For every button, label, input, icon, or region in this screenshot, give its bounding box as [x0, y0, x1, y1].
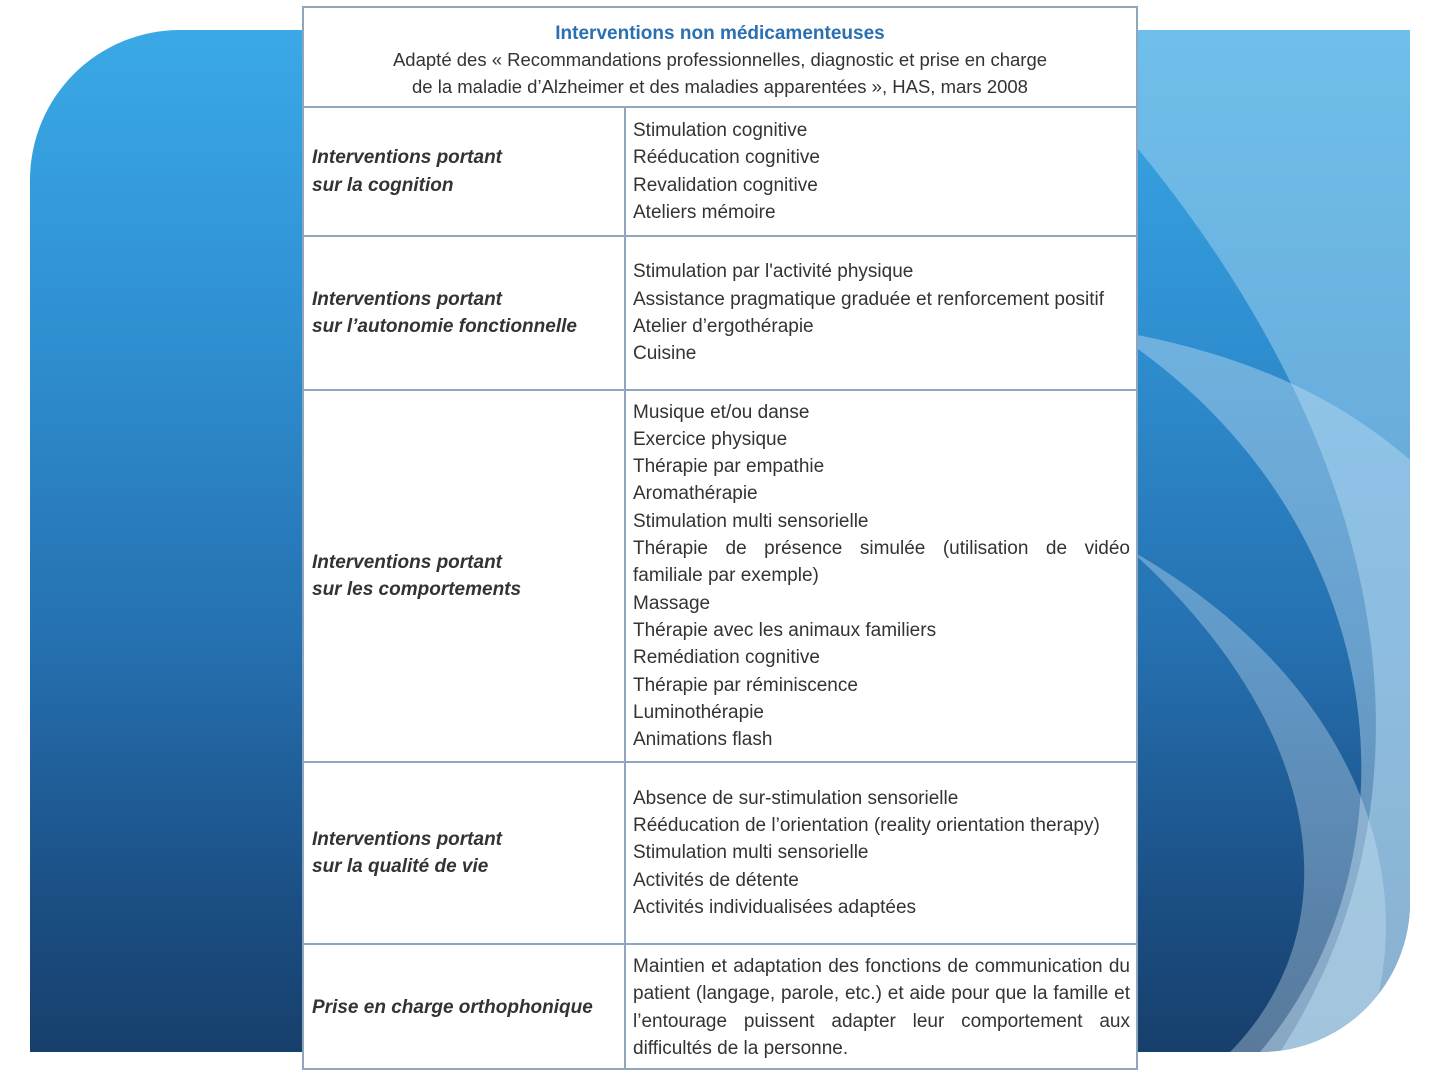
intervention-table-document — [302, 6, 1138, 1070]
intervention-item: Cuisine — [633, 343, 697, 365]
intervention-item: Atelier d’ergothérapie — [633, 316, 814, 337]
category-label-line: sur la cognition — [312, 174, 454, 196]
intervention-item: Rééducation cognitive — [633, 147, 820, 169]
intervention-item: Musique et/ou danse — [633, 401, 810, 423]
intervention-item: Absence de sur-stimulation sensorielle — [633, 787, 959, 809]
intervention-item: Activités individualisées adaptées — [633, 896, 917, 918]
intervention-item: Assistance pragmatique graduée et renforcement positif — [633, 288, 1105, 310]
document-title: Interventions non médicamenteuses — [555, 23, 885, 44]
document-subtitle-line-1: Adapté des « Recommandations professionnelles, diagnostic et prise en charge — [392, 49, 1048, 70]
interventions-table-body — [304, 108, 1136, 1070]
table-row — [304, 762, 1136, 944]
intervention-item: Thérapie de présence simulée (utilisation de vidéo familiale par exemple) — [633, 538, 1130, 587]
intervention-item: Animations flash — [633, 729, 773, 751]
category-label-line: Prise en charge orthophonique — [312, 996, 593, 1018]
category-label-line: Interventions portant — [312, 288, 503, 310]
category-cell — [304, 108, 625, 236]
intervention-item: Massage — [633, 592, 711, 614]
intervention-item: Exercice physique — [633, 428, 788, 450]
category-cell — [304, 944, 625, 1070]
intervention-item: Thérapie avec les animaux familiers — [633, 619, 937, 641]
table-row — [304, 390, 1136, 762]
category-cell — [304, 762, 625, 944]
intervention-item: Rééducation de l’orientation (reality orientation therapy) — [633, 815, 1100, 837]
category-label-line: sur l’autonomie fonctionnelle — [312, 316, 577, 337]
intervention-item: Stimulation cognitive — [633, 119, 808, 141]
category-label-line: sur les comportements — [312, 579, 522, 600]
intervention-item: Stimulation multi sensorielle — [633, 510, 869, 532]
items-cell — [625, 944, 1136, 1070]
intervention-item: Stimulation par l'activité physique — [633, 261, 914, 283]
interventions-table — [304, 108, 1136, 1070]
items-cell — [625, 236, 1136, 390]
intervention-item: Aromathérapie — [633, 483, 758, 505]
items-cell — [625, 390, 1136, 762]
intervention-item: Maintien et adaptation des fonctions de communication du patient (langage, parole, etc.) et aide pour que la famille et l’entourage puissent adapter leur comportement aux difficultés de la personne. — [633, 955, 1130, 1059]
intervention-item: Ateliers mémoire — [633, 201, 776, 223]
table-row — [304, 108, 1136, 236]
items-cell — [625, 762, 1136, 944]
intervention-item: Luminothérapie — [633, 701, 764, 723]
intervention-item: Thérapie par réminiscence — [633, 674, 858, 696]
document-subtitle-line-2: de la maladie d’Alzheimer et des maladies apparentées », HAS, mars 2008 — [412, 76, 1028, 97]
intervention-item: Remédiation cognitive — [633, 647, 820, 669]
category-label-line: Interventions portant — [312, 551, 503, 573]
category-label-line: Interventions portant — [312, 147, 503, 169]
category-label-line: sur la qualité de vie — [312, 856, 489, 877]
intervention-item: Thérapie par empathie — [633, 456, 825, 478]
category-cell — [304, 390, 625, 762]
document-header — [304, 8, 1136, 108]
table-row — [304, 944, 1136, 1070]
category-label-line: Interventions portant — [312, 828, 503, 850]
table-row — [304, 236, 1136, 390]
category-cell — [304, 236, 625, 390]
intervention-item: Activités de détente — [633, 869, 799, 891]
intervention-item: Stimulation multi sensorielle — [633, 842, 869, 864]
intervention-item: Revalidation cognitive — [633, 174, 818, 196]
items-cell — [625, 108, 1136, 236]
